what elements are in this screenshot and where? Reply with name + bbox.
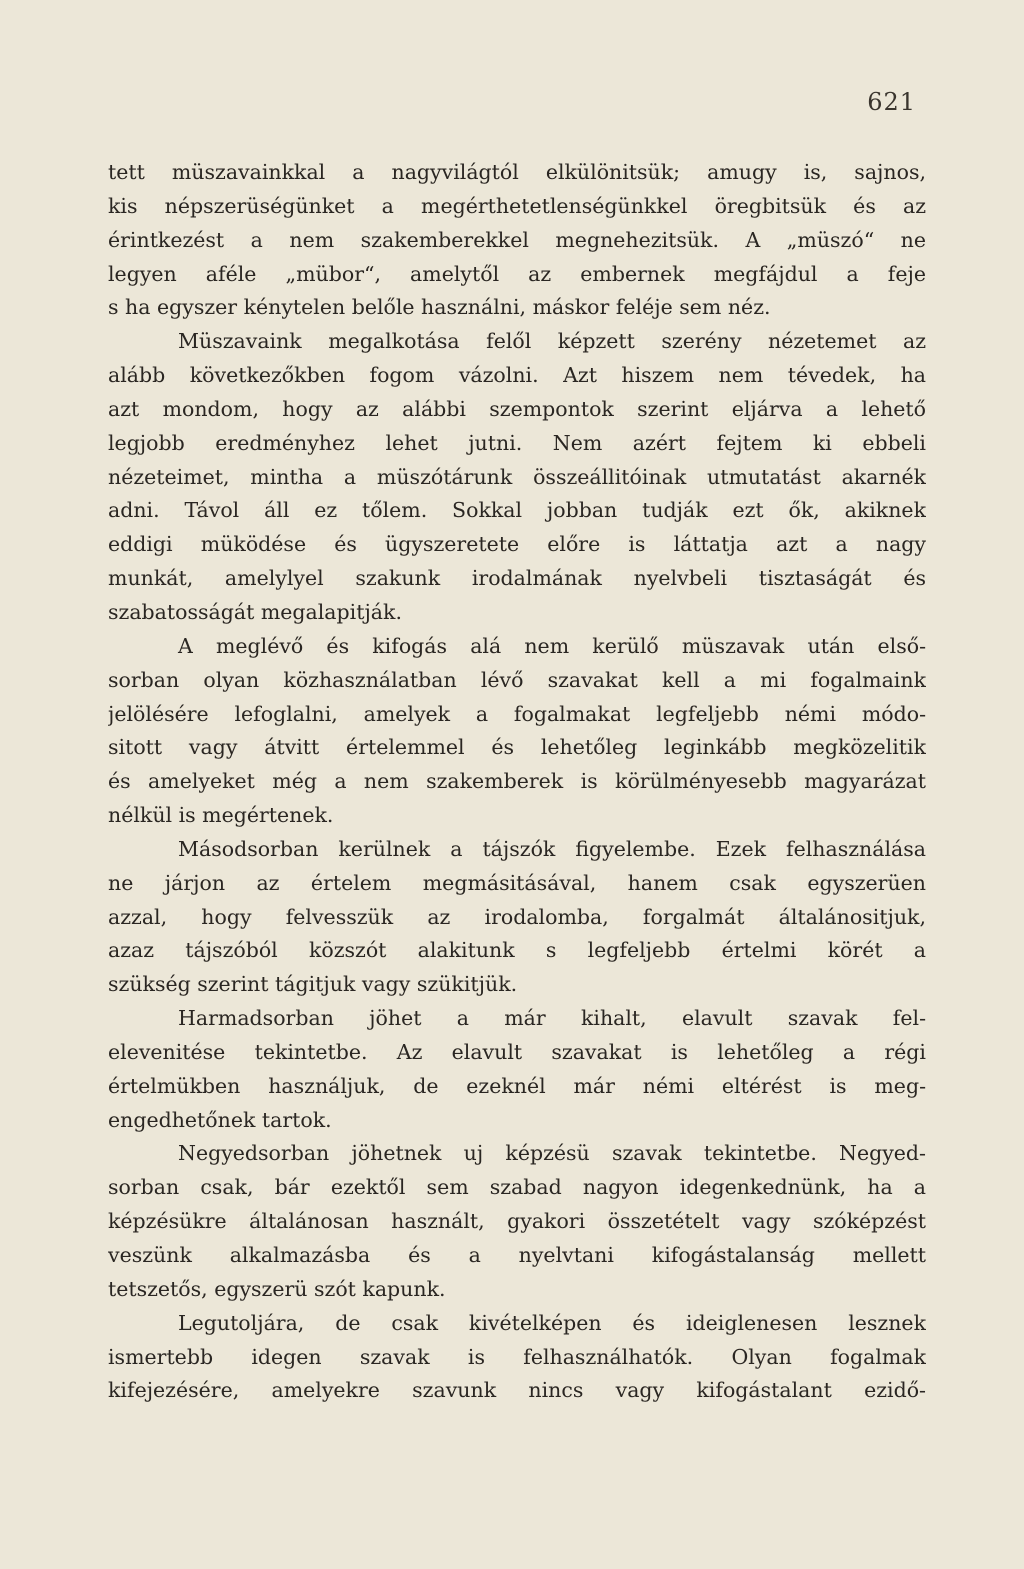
text-line: legyen aféle „mübor“, amelytől az embernek megfájdul a feje xyxy=(108,261,926,286)
text-line: tett müszavainkkal a nagyvilágtól elkülönitsük; amugy is, sajnos, xyxy=(108,160,926,184)
text-line: ne járjon az értelem megmásitásával, hanem csak egyszerüen xyxy=(108,870,926,895)
text-line: jelölésére lefoglalni, amelyek a fogalmakat legfeljebb némi módo- xyxy=(108,701,926,726)
text-line: veszünk alkalmazásba és a nyelvtani kifogástalanság mellett xyxy=(108,1243,926,1267)
text-line: és amelyeket még a nem szakemberek is körülményesebb magyarázat xyxy=(108,769,926,794)
body-text xyxy=(108,156,926,1408)
text-line: tetszetős, egyszerü szót kapunk. xyxy=(108,1276,446,1301)
text-line: sitott vagy átvitt értelemmel és lehetőleg leginkább megközelitik xyxy=(108,735,926,760)
text-line: elevenitése tekintetbe. Az elavult szavakat is lehetőleg a régi xyxy=(108,1039,926,1064)
text-line: legjobb eredményhez lehet jutni. Nem azért fejtem ki ebbeli xyxy=(108,430,926,455)
text-line: Harmadsorban jöhet a már kihalt, elavult szavak fel- xyxy=(178,1006,926,1031)
text-line: Negyedsorban jöhetnek uj képzésü szavak tekintetbe. Negyed- xyxy=(178,1141,926,1166)
text-line: azzal, hogy felvesszük az irodalomba, forgalmát általánositjuk, xyxy=(108,904,926,929)
text-line: munkát, amelylyel szakunk irodalmának nyelvbeli tisztaságát és xyxy=(108,566,926,591)
text-line: A meglévő és kifogás alá nem kerülő müszavak után első- xyxy=(178,633,926,658)
text-line: alább következőkben fogom vázolni. Azt hiszem nem tévedek, ha xyxy=(108,363,926,388)
text-line: szükség szerint tágitjuk vagy szükitjük. xyxy=(108,972,518,997)
text-line: kifejezésére, amelyekre szavunk nincs vagy kifogástalant ezidő- xyxy=(108,1378,926,1403)
text-line: eddigi müködése és ügyszeretete előre is láttatja azt a nagy xyxy=(108,532,926,557)
text-line: sorban olyan közhasználatban lévő szavakat kell a mi fogalmaink xyxy=(108,667,926,692)
text-line: s ha egyszer kénytelen belőle használni, máskor feléje sem néz. xyxy=(108,295,771,320)
page-number: 621 xyxy=(867,88,916,116)
text-line: nézeteimet, mintha a müszótárunk összeállitóinak utmutatást akarnék xyxy=(108,464,926,489)
text-line: sorban csak, bár ezektől sem szabad nagyon idegenkednünk, ha a xyxy=(108,1175,926,1200)
text-line: engedhetőnek tartok. xyxy=(108,1107,332,1132)
text-line: Legutoljára, de csak kivételképen és ideiglenesen lesznek xyxy=(178,1310,926,1335)
text-line: azaz tájszóból közszót alakitunk s legfeljebb értelmi körét a xyxy=(108,938,926,963)
text-line: ismertebb idegen szavak is felhasználhatók. Olyan fogalmak xyxy=(108,1344,926,1369)
text-line: adni. Távol áll ez tőlem. Sokkal jobban tudják ezt ők, akiknek xyxy=(108,498,926,523)
text-line: érintkezést a nem szakemberekkel megnehezitsük. A „müszó“ ne xyxy=(108,227,926,252)
text-line: nélkül is megértenek. xyxy=(108,803,334,828)
text-line: szabatosságát megalapitják. xyxy=(108,599,402,624)
text-line: képzésükre általánosan használt, gyakori összetételt vagy szóképzést xyxy=(108,1209,926,1234)
text-line: Müszavaink megalkotása felől képzett szerény nézetemet az xyxy=(178,329,926,354)
text-line: kis népszerüségünket a megérthetetlenségünkkel öregbitsük és az xyxy=(108,193,926,218)
text-line: azt mondom, hogy az alábbi szempontok szerint eljárva a lehető xyxy=(108,396,926,421)
text-line: Másodsorban kerülnek a tájszók figyelembe. Ezek felhasználása xyxy=(178,836,926,861)
text-line: értelmükben használjuk, de ezeknél már némi eltérést is meg- xyxy=(108,1073,926,1098)
